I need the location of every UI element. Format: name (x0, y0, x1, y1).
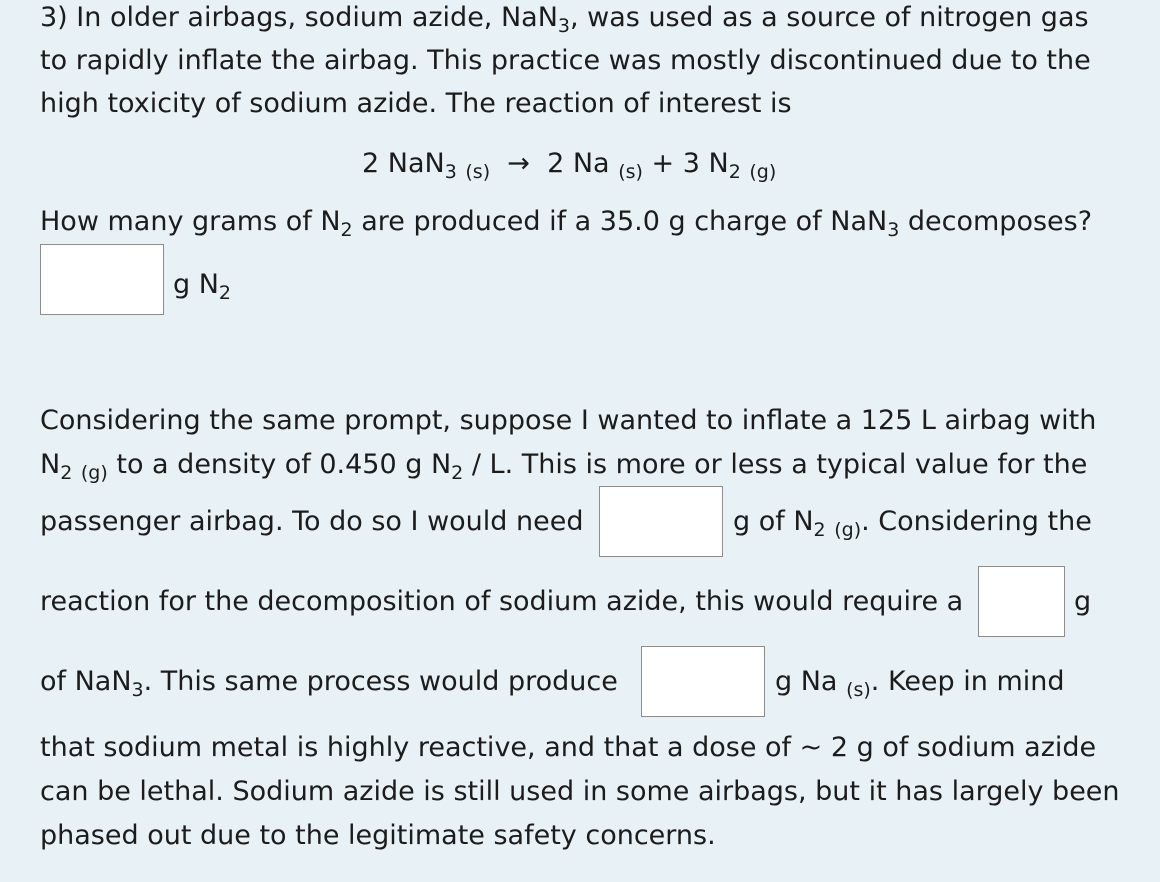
question-1-text (40, 205, 1092, 239)
question-text: . Considering the (861, 506, 1092, 537)
question-text: . This same process would produce (143, 666, 618, 697)
answer-input-grams-n2[interactable] (40, 244, 164, 315)
question-text: are produced if a 35.0 g charge of NaN (352, 206, 888, 237)
question-text: / L. This is more or less a typical value for the (463, 449, 1088, 480)
question-text: to a density of 0.450 g N (107, 449, 452, 480)
question-2-line-8: phased out due to the legitimate safety concerns. (40, 820, 716, 851)
unit-text: g of N (733, 506, 814, 537)
answer-input-nan3-mass[interactable] (978, 566, 1065, 637)
question-2-line-4a: reaction for the decomposition of sodium azide, this would require a (40, 586, 964, 617)
question-2-line-7: can be lethal. Sodium azide is still used in some airbags, but it has largely been (40, 776, 1120, 807)
question-text: decomposes? (899, 206, 1093, 237)
state-label: (g) (749, 161, 777, 183)
unit-label-g: g (1074, 586, 1092, 617)
state-label: (s) (846, 679, 871, 701)
intro-line-3: high toxicity of sodium azide. The reaction of interest is (40, 88, 792, 119)
question-2-line-2 (40, 448, 1087, 482)
nan3-mass-field[interactable] (979, 567, 1064, 636)
formula: of NaN (40, 666, 132, 697)
subscript: 3 (131, 679, 144, 701)
na-mass-field[interactable] (642, 647, 764, 716)
formula: N (40, 449, 61, 480)
question-2-line-5b (775, 665, 1065, 699)
unit-label-g-n2 (173, 268, 231, 302)
subscript: 2 (451, 462, 464, 484)
subscript: 2 (728, 161, 741, 183)
subscript: 2 (340, 219, 353, 241)
state-label: (g) (80, 462, 108, 484)
intro-line-2: to rapidly inflate the airbag. This practice was mostly discontinued due to the (40, 45, 1091, 76)
intro-text: , was used as a source of nitrogen gas (570, 2, 1089, 33)
n2-mass-field[interactable] (600, 487, 722, 556)
question-text: How many grams of N (40, 206, 341, 237)
question-2-line-1: Considering the same prompt, suppose I wanted to inflate a 125 L airbag with (40, 405, 1097, 436)
subscript: 2 (218, 282, 232, 304)
state-label: (s) (618, 161, 643, 183)
question-text: . Keep in mind (870, 666, 1065, 697)
question-2-line-5a (40, 665, 618, 699)
question-2-line-3a: passenger airbag. To do so I would need (40, 506, 584, 537)
subscript: 3 (444, 161, 457, 183)
intro-text: 3) In older airbags, sodium azide, NaN (40, 2, 558, 33)
product: 2 Na (547, 148, 610, 179)
subscript: 2 (60, 462, 73, 484)
answer-input-n2-mass[interactable] (599, 486, 723, 557)
answer-input-na-mass[interactable] (641, 646, 765, 717)
intro-line-1 (40, 1, 1089, 35)
unit-text: g N (173, 269, 219, 300)
question-2-line-6: that sodium metal is highly reactive, and that a dose of ~ 2 g of sodium azide (40, 732, 1097, 763)
question-2-line-3b (733, 505, 1092, 539)
reactant: 2 NaN (362, 148, 445, 179)
subscript: 3 (557, 15, 570, 37)
state-label: (s) (465, 161, 491, 183)
state-label: (g) (834, 519, 862, 541)
unit-text: g Na (775, 666, 838, 697)
product: + 3 N (651, 148, 729, 179)
grams-n2-field[interactable] (41, 245, 163, 314)
reaction-arrow-icon: → (507, 148, 530, 179)
subscript: 2 (813, 519, 826, 541)
reaction-equation (362, 147, 776, 181)
subscript: 3 (887, 219, 900, 241)
